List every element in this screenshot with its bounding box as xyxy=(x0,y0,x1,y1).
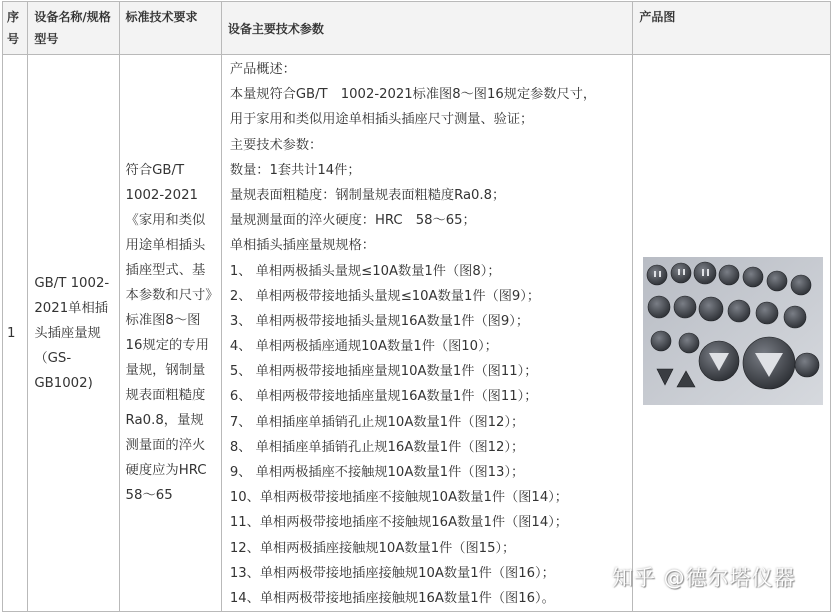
cell-standard: 符合GB/T 1002-2021《家用和类似用途单相插头插座型式、基本参数和尺寸》标准图8～图16规定的专用量规，钢制量规表面粗糙度Ra0.8，量规测量面的淬火硬度应为HRC 58～65 xyxy=(119,55,221,612)
param-line: 8、 单相插座单插销孔止规16A数量1件（图12）； xyxy=(229,439,525,455)
param-line: 数量：1套共计14件； xyxy=(229,162,361,178)
param-line: 3、 单相两极带接地插头量规16A数量1件（图9）； xyxy=(229,313,530,329)
param-line: 本量规符合GB/T 1002-2021标准图8～图16规定参数尺寸， xyxy=(229,87,597,103)
param-line: 5、 单相两极带接地插座量规10A数量1件（图11）； xyxy=(229,364,538,380)
product-photo xyxy=(643,257,823,405)
header-name: 设备名称/规格型号 xyxy=(28,2,119,55)
cell-no: 1 xyxy=(3,55,28,612)
param-line: 量规表面粗糙度：钢制量规表面粗糙度Ra0.8； xyxy=(229,187,506,203)
param-line: 用于家用和类似用途单相插头插座尺寸测量、验证； xyxy=(229,112,534,128)
header-row xyxy=(3,2,831,55)
header-standard: 标准技术要求 xyxy=(119,2,221,55)
param-line: 10、单相两极带接地插座不接触规10A数量1件（图14）； xyxy=(229,490,568,506)
param-line: 11、单相两极带接地插座不接触规16A数量1件（图14）； xyxy=(229,515,568,531)
param-line: 量规测量面的淬火硬度：HRC 58～65； xyxy=(229,213,476,229)
cell-params xyxy=(221,55,632,612)
param-line: 单相插头插座量规规格： xyxy=(229,238,375,254)
cell-name: GB/T 1002-2021单相插头插座量规（GS-GB1002) xyxy=(28,55,119,612)
param-line: 12、单相两极插座接触规10A数量1件（图15）； xyxy=(229,540,516,556)
params-list xyxy=(222,55,632,611)
header-params: 设备主要技术参数 xyxy=(221,2,632,55)
param-line: 1、 单相两极插头量规≤10A数量1件（图8）； xyxy=(229,263,501,279)
param-line: 9、 单相两极插座不接触规10A数量1件（图13）； xyxy=(229,465,525,480)
param-line: 6、 单相两极带接地插座量规16A数量1件（图11）； xyxy=(229,389,538,405)
header-no: 序号 xyxy=(3,2,28,55)
param-line: 主要技术参数： xyxy=(229,137,323,153)
param-line: 13、单相两极带接地插座接触规10A数量1件（图16）； xyxy=(229,565,555,581)
param-line: 7、 单相插座单插销孔止规10A数量1件（图12）； xyxy=(229,414,525,430)
param-line: 14、单相两极带接地插座接触规16A数量1件（图16）。 xyxy=(229,590,555,606)
param-line: 4、 单相两极插座通规10A数量1件（图10）； xyxy=(229,339,498,355)
param-line: 2、 单相两极带接地插头量规≤10A数量1件（图9）； xyxy=(229,288,541,304)
header-image: 产品图 xyxy=(633,2,831,55)
watermark: 知乎 @德尔塔仪器 xyxy=(612,566,796,590)
param-line: 产品概述： xyxy=(229,62,296,77)
